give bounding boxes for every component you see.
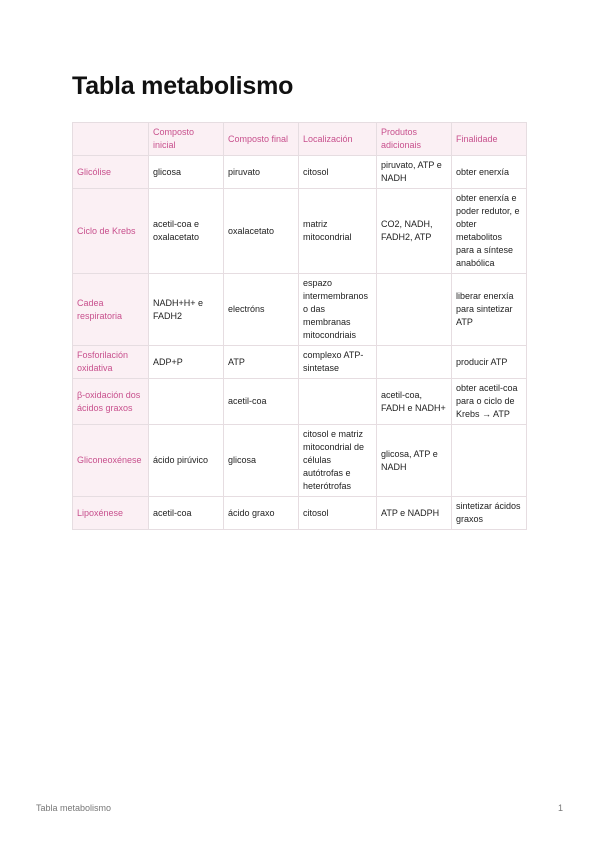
table-row	[73, 156, 527, 189]
table-cell: CO2, NADH, FADH2, ATP	[377, 189, 452, 274]
header-composto-inicial: Composto inicial	[149, 123, 224, 156]
table-cell: citosol e matriz mitocondrial de células autótrofas e heterótrofas	[299, 425, 377, 497]
table-cell: acetil-coa, FADH e NADH+	[377, 379, 452, 425]
header-localizacion: Localización	[299, 123, 377, 156]
table-cell: ácido graxo	[224, 497, 299, 530]
header-composto-final: Composto final	[224, 123, 299, 156]
table-row	[73, 379, 527, 425]
table-cell: ATP e NADPH	[377, 497, 452, 530]
header-produtos-adicionais: Produtos adicionais	[377, 123, 452, 156]
table-cell: liberar enerxía para sintetizar ATP	[452, 274, 527, 346]
table-cell: matriz mitocondrial	[299, 189, 377, 274]
row-label: Ciclo de Krebs	[73, 189, 149, 274]
footer-document-title: Tabla metabolismo	[36, 803, 112, 813]
table-cell	[452, 425, 527, 497]
metabolism-table	[72, 122, 527, 530]
table-cell	[377, 274, 452, 346]
table-row	[73, 425, 527, 497]
table-cell: piruvato, ATP e NADH	[377, 156, 452, 189]
table-cell: obter enerxía e poder redutor, e obter metabolitos para a síntese anabólica	[452, 189, 527, 274]
row-label: Gliconeoxénese	[73, 425, 149, 497]
footer-page-number: 1	[557, 803, 563, 813]
row-label: Fosforilación oxidativa	[73, 346, 149, 379]
table-cell: obter acetil-coa para o ciclo de Krebs → ATP	[452, 379, 527, 425]
table-cell: glicosa	[149, 156, 224, 189]
table-cell: citosol	[299, 156, 377, 189]
table-cell: ácido pirúvico	[149, 425, 224, 497]
table-cell: acetil-coa e oxalacetato	[149, 189, 224, 274]
table-cell: acetil-coa	[224, 379, 299, 425]
row-label: Lipoxénese	[73, 497, 149, 530]
row-label: Cadea respiratoria	[73, 274, 149, 346]
table-header-row	[73, 123, 527, 156]
table-cell: glicosa	[224, 425, 299, 497]
table-cell: citosol	[299, 497, 377, 530]
header-corner	[73, 123, 149, 156]
table-row	[73, 189, 527, 274]
table-cell: electróns	[224, 274, 299, 346]
row-label: Glicólise	[73, 156, 149, 189]
page-title: Tabla metabolismo	[72, 72, 294, 100]
table-cell: piruvato	[224, 156, 299, 189]
table-cell: ADP+P	[149, 346, 224, 379]
table-cell: acetil-coa	[149, 497, 224, 530]
table-cell	[299, 379, 377, 425]
table-cell	[149, 379, 224, 425]
table-cell: glicosa, ATP e NADH	[377, 425, 452, 497]
table-cell: complexo ATP-sintetase	[299, 346, 377, 379]
table-cell: obter enerxía	[452, 156, 527, 189]
table-row	[73, 274, 527, 346]
table-row	[73, 497, 527, 530]
table-cell	[377, 346, 452, 379]
table-cell: producir ATP	[452, 346, 527, 379]
table-cell: espazo intermembranoso das membranas mitocondriais	[299, 274, 377, 346]
table-row	[73, 346, 527, 379]
header-finalidade: Finalidade	[452, 123, 527, 156]
table-cell: oxalacetato	[224, 189, 299, 274]
row-label: β-oxidación dos ácidos graxos	[73, 379, 149, 425]
table-cell: sintetizar ácidos graxos	[452, 497, 527, 530]
table-cell: ATP	[224, 346, 299, 379]
table-cell: NADH+H+ e FADH2	[149, 274, 224, 346]
